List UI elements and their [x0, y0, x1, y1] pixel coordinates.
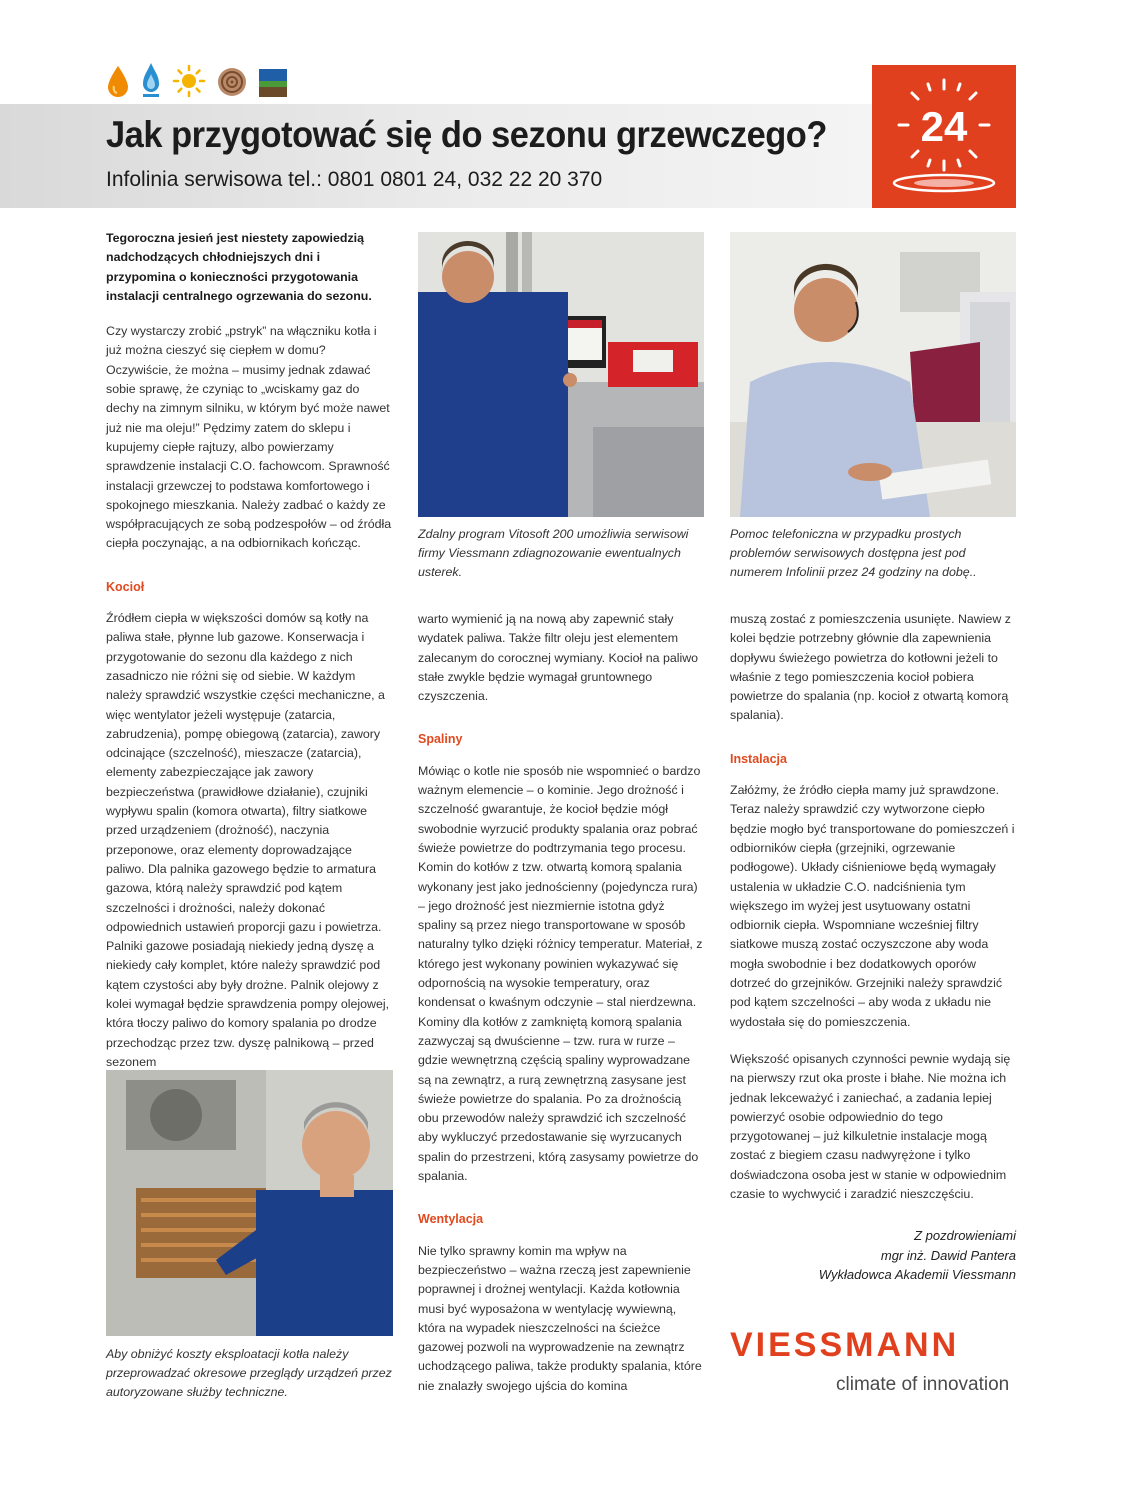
heading-wentylacja: Wentylacja — [418, 1212, 484, 1227]
spaliny-paragraph: Mówiąc o kotle nie sposób nie wspomnieć o bardzo ważnym elemencie – o kominie. Jego drożność i szczelność gwarantuje, że kocioł będzie mógł swobodnie wyrzucić produkty spalania oraz pobrać świeże powietrze do podtrzymania tego procesu. Komin do kotłów z tzw. otwartą komorą spalania wykonany jest jako jednościenny (pojedyncza rura) – jego drożność jest niezmiernie istotna gdyż spaliny są przez niego transportowane w sposób naturalny tylko dzięki różnicy temperatur. Materiał, z którego jest wykonany powinien wykazywać się odpornością na wysokie temperatury, oraz kondensat o kwaśnym odczynie – stal nierdzewna. Kominy dla kotłów z zamkniętą komorą spalania zazwyczaj są dwuścienne – tzw. rura w rurze – gdzie wewnętrzną częścią spaliny wyprowadzane są na zewnątrz, a rurą zewnętrzną zasysane jest świeże powietrze do spalania. Po za drożnością obu przewodów należy sprawdzić ich szczelność aby wykluczyć przedostawanie się wyrzucanych spalin do przestrzeni, którą zasysamy powietrze do spalania. — [418, 763, 703, 1184]
gas-flame-icon — [140, 62, 162, 98]
kociol-paragraph: Źródłem ciepła w większości domów są kotły na paliwa stałe, płynne lub gazowe. Konserwacja i przygotowanie do sezonu dla każdego z nich zasadniczo nie różni się od siebie. W każdym należy sprawdzić wszystkie części mechaniczne, a więc wentylator jeżeli występuje (zatarcia, zabrudzenia), pompę obiegową (zatarcia), zawory odcinające (szczelność), mieszacze (zatarcia), elementy zabezpieczające jak zawory bezpieczeństwa (prawidłowe działanie), czujniki wypływu spalin (komora otwarta), filtry siatkowe przed urządzeniem (drożność), naczynia przeponowe, oraz elementy doprowadzające paliwo. Dla palnika gazowego będzie to armatura gazowa, którą należy sprawdzić pod kątem szczelności i drożności, należy dokonać odpowiednich ustawień proporcji gazu i powietrza. Palniki gazowe posiadają niekiedy jedną dyszę a niekiedy cały komplet, które należy sprawdzić pod kątem czystości aby były drożne. Palnik olejowy z kolei wymagał będzie sprawdzenia pompy olejowej, która tłoczy paliwo do komory spalania po drodze przechodząc przez tzw. dyszę palnikową – przed sezonem — [106, 611, 390, 1069]
heading-kociol: Kocioł — [106, 579, 145, 594]
brand-claim: climate of innovation — [836, 1374, 1010, 1395]
signature — [716, 1226, 1016, 1285]
signature-greeting: Z pozdrowieniami — [914, 1228, 1016, 1243]
lead-paragraph: Tegoroczna jesień jest niestety zapowiedzią nadchodzących chłodniejszych dni i przypomina o konieczności przygotowania instalacji centralnego ogrzewania do sezonu. — [106, 231, 372, 303]
oil-drop-icon — [106, 64, 130, 98]
energy-icons — [106, 62, 288, 98]
photo-hotline — [730, 232, 1016, 517]
sun-icon — [172, 64, 206, 98]
page-title: Jak przygotować się do sezonu grzewczego? — [106, 114, 827, 155]
photo-boiler-service — [106, 1070, 393, 1336]
heat-pump-icon — [258, 68, 288, 98]
clock-24-icon — [872, 65, 1016, 208]
caption-hotline: Pomoc telefoniczna w przypadku prostych problemów serwisowych dostępna jest pod numerem Infolinii przez 24 godziny na dobę.. — [730, 527, 977, 579]
photo-vitosoft — [418, 232, 704, 517]
badge-number: 24 — [920, 103, 968, 150]
instalacja-paragraph: Załóżmy, że źródło ciepła mamy już sprawdzone. Teraz należy sprawdzić czy wytworzone ciepło będzie mogło być transportowane do pomieszczeń i odbiorników ciepła (grzejniki, ogrzewanie podłogowe). Układy ciśnieniowe będą wymagały ustalenia w układzie C.O. nadciśnienia tym większego im wyżej jest usytuowany ostatni odbiornik ciepła. Wspomniane wcześniej filtry siatkowe muszą zostać oczyszczone aby woda mogła swobodnie i bez dodatkowych oporów dotrzeć do grzejników. Grzejniki należy sprawdzić pod kątem szczelności – aby woda z układu nie wydostała się do pomieszczenia. — [730, 783, 1015, 1029]
closing-paragraph: Większość opisanych czynności pewnie wydają się na pierwszy rzut oka proste i błahe. Nie można ich jednak lekceważyć i zaniechać, a zadania lepiej powierzyć osobie odpowiednio do tego przygotowanej – już kilkuletnie instalacje mogą zostać z biegiem czasu nadwyrężone i tylko doświadczona osoba jest w stanie w odpowiednim czasie to wychwycić i zaradzić nieszczęściu. — [730, 1051, 1011, 1202]
column-3 — [730, 610, 1017, 1204]
column-2 — [418, 610, 705, 1396]
signature-name: mgr inż. Dawid Pantera — [880, 1247, 1016, 1263]
caption-vitosoft: Zdalny program Vitosoft 200 umożliwia serwisowi firmy Viessmann zdiagnozowanie ewentualnych usterek. — [418, 527, 689, 579]
caption-boiler-service: Aby obniżyć koszty eksploatacji kotła należy przeprowadzać okresowe przeglądy urządzeń przez autoryzowane służby techniczne. — [106, 1347, 392, 1399]
wood-pellet-icon — [216, 66, 248, 98]
hotline-subtitle: Infolinia serwisowa tel.: 0801 0801 24, 032 22 20 370 — [106, 168, 603, 191]
column-1 — [106, 229, 393, 1072]
oil-filter-paragraph: warto wymienić ją na nową aby zapewnić stały wydatek paliwa. Także filtr oleju jest elementem zalecanym do corocznej wymiany. Kocioł na paliwo stałe zwykle będzie wymagał gruntownego czyszczenia. — [418, 612, 699, 704]
wentylacja-paragraph: Nie tylko sprawny komin ma wpływ na bezpieczeństwo – ważna rzeczą jest zapewnienie poprawnej i drożnej wentylacji. Każda kotłownia musi być wyposażona w wentylację wywiewną, która na wypadek nieszczelności na ścieżce gazowej pozwoli na wyprowadzenie na zewnątrz uchodzącego paliwa, także produkty spalania, które nie znalazły swojego ujścia do komina — [418, 1243, 702, 1393]
heading-instalacja: Instalacja — [730, 751, 787, 766]
heading-spaliny: Spaliny — [418, 732, 463, 747]
svg-text:VIESSMANN: VIESSMANN — [730, 1326, 960, 1364]
signature-role: Wykładowca Akademii Viessmann — [818, 1267, 1016, 1282]
ventilation-continued-paragraph: muszą zostać z pomieszczenia usunięte. Nawiew z kolei będzie potrzebny głównie dla zapewnienia dopływu świeżego powietrza do kotłowni jeżeli to właśnie z tego pomieszczenia kocioł pobiera powietrze do spalania (np. kocioł z otwartą komorą spalania). — [730, 612, 1011, 723]
intro-paragraph: Czy wystarczy zrobić „pstryk” na włączniku kotła i już można cieszyć się ciepłem w domu? Oczywiście, że można – musimy jednak zdawać sobie sprawę, że czyniąc to „wciskamy gaz do dechy na zimnym silniku, w którym być może nawet już nie ma oleju!” Pędzimy zatem do sklepu i kupujemy ciepłe rajtuzy, albo powierzamy sprawdzenie instalacji C.O. fachowcom. Sprawność instalacji grzewczej to podstawa komfortowego i spokojnego mieszkania. Należy zadbać o każdy ze współpracujących ze sobą podzespołów – od źródła ciepła poczynając, a na odbiornikach kończąc. — [106, 324, 392, 551]
badge-24h — [872, 65, 1016, 208]
